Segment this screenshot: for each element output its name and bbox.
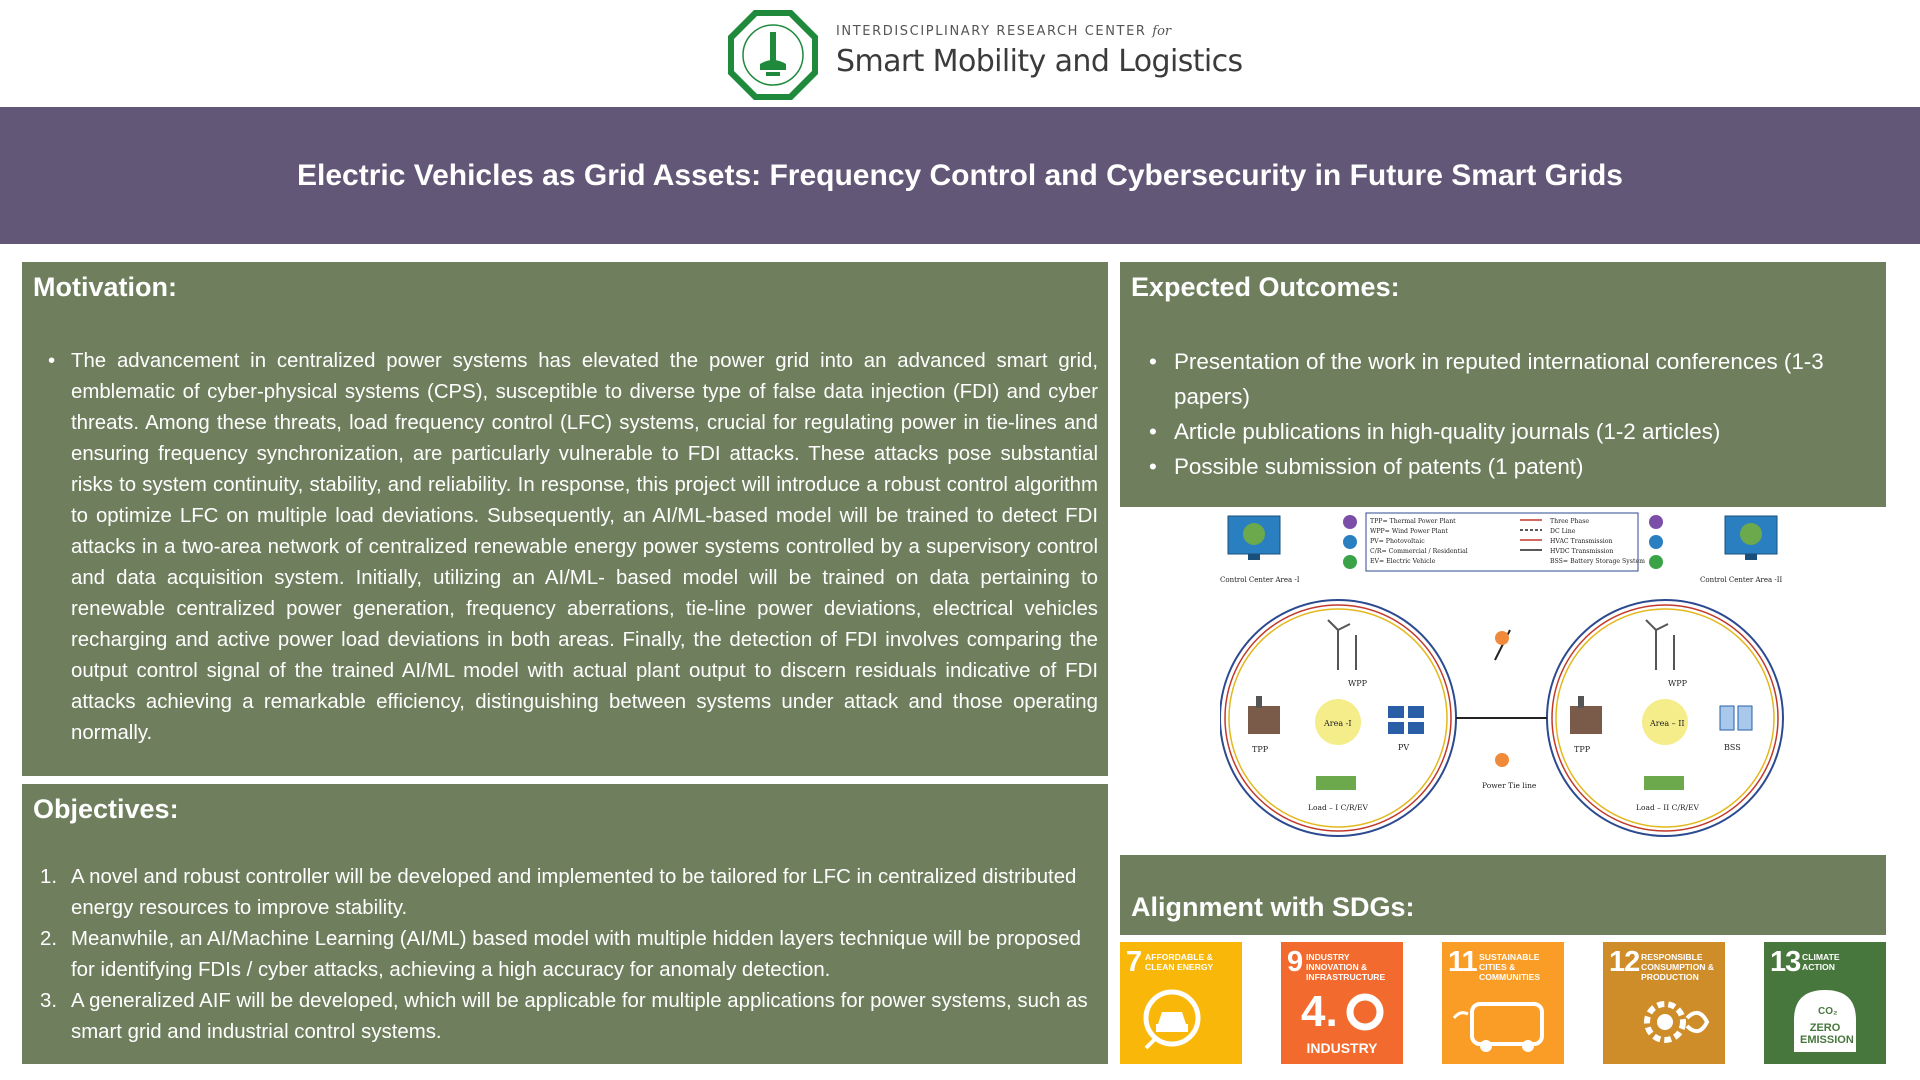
two-area-grid-diagram — [1220, 510, 1785, 848]
wpp-label: WPP — [1668, 679, 1687, 688]
sdg-tiles — [1120, 942, 1886, 1064]
list-item: • Article publications in high-quality journals (1-2 articles) — [1134, 414, 1876, 449]
sdg9-industry-text: INDUSTRY — [1306, 1040, 1378, 1056]
list-item: • Presentation of the work in reputed international conferences (1-3 papers) — [1134, 344, 1876, 414]
sdg-heading: Alignment with SDGs: — [1131, 892, 1415, 922]
sdg-tile-7: 7 AFFORDABLE & CLEAN ENERGY — [1120, 942, 1242, 1064]
org-name: Smart Mobility and Logistics — [836, 44, 1243, 79]
motivation-panel — [22, 262, 1108, 776]
sdg-tile-11: 11 SUSTAINABLE CITIES & COMMUNITIES — [1442, 942, 1564, 1064]
outcomes-panel — [1120, 262, 1886, 507]
legend-item: Three Phase — [1550, 518, 1590, 525]
motivation-heading: Motivation: — [33, 272, 177, 302]
outcomes-heading: Expected Outcomes: — [1131, 272, 1400, 302]
sdg-tile-13: 13 CLIMATE ACTION CO₂ ZERO EMISSION — [1764, 942, 1886, 1064]
list-item: 1. A novel and robust controller will be developed and implemented to be tailored for LFC in centralized distributed energy resources to improve stability. — [40, 866, 1077, 919]
legend-item: HVDC Transmission — [1550, 548, 1614, 555]
kfupm-seal-icon — [726, 8, 820, 102]
pv-label: PV — [1398, 743, 1410, 752]
outcomes-list — [1134, 344, 1876, 484]
tpp-label: TPP — [1252, 745, 1269, 754]
objectives-heading: Objectives: — [33, 794, 179, 824]
thermal-plant-icon — [1570, 696, 1602, 734]
legend-item: DC Line — [1550, 528, 1576, 535]
header — [0, 0, 1920, 107]
tpp-label: TPP — [1574, 745, 1591, 754]
legend-item: C/R= Commercial / Residential — [1370, 548, 1468, 555]
area2-label: Area – II — [1650, 719, 1685, 728]
list-item: 3. A generalized AIF will be developed, which will be applicable for multiple applications for power systems, such as smart grid and industrial control systems. — [40, 990, 1088, 1043]
org-subtitle: INTERDISCIPLINARY RESEARCH CENTER for — [836, 24, 1172, 39]
control-center-right-label: Control Center Area -II — [1700, 576, 1783, 584]
tie-line-label: Power Tie line — [1482, 781, 1537, 790]
list-item: • Possible submission of patents (1 patent) — [1134, 449, 1876, 484]
ev-charging-icon — [1120, 942, 1242, 1064]
load-icon — [1644, 776, 1684, 790]
svg-text:CO₂: CO₂ — [1818, 1006, 1838, 1017]
legend-item: WPP= Wind Power Plant — [1370, 528, 1448, 535]
thermal-plant-icon — [1248, 696, 1280, 734]
control-center-left-icon — [1228, 516, 1280, 560]
page-title: Electric Vehicles as Grid Assets: Frequency Control and Cybersecurity in Future Smart Grids — [297, 158, 1623, 192]
load2-label: Load – II C/R/EV — [1636, 803, 1699, 812]
solar-panel-icon — [1388, 706, 1424, 734]
legend-item: TPP= Thermal Power Plant — [1370, 518, 1456, 525]
objectives-panel — [22, 784, 1108, 1064]
wind-turbine-icon — [1328, 620, 1356, 670]
list-item: • The advancement in centralized power systems has elevated the power grid into an advanced smart grid, emblematic of cyber-physical systems (CPS), susceptible to diverse type of false data injection (FDI) and cyber threats. Among these threats, load frequency control (LFC) systems, crucial for regulating power in tie-lines and ensuring frequency synchronization, are particularly vulnerable to FDI attacks. These attacks pose substantial risks to system continuity, stability, and reliability. In response, this project will introduce a robust control algorithm to optimize LFC on multiple load deviations. Subsequently, an AI/ML-based model will be trained to detect FDI attacks in a two-area network of centralized renewable energy power systems controlled by a supervisory control and data acquisition system. Initially, utilizing an AI/ML- based model will be trained on data pertaining to renewable centralized power generation, frequency aberrations, tie-line power deviations, electrical vehicles recharging and active power load deviations in both areas. Finally, the detection of FDI involves comparing the output control signal of the trained AI/ML model with actual plant output to discern residuals indicative of FDI attacks achieving a remarkable efficiency, distinguishing between systems under attack and those operating normally. — [36, 346, 1098, 749]
legend-item: HVAC Transmission — [1550, 538, 1613, 545]
area1-label: Area -I — [1324, 719, 1352, 728]
list-item: 2. Meanwhile, an AI/Machine Learning (AI/ML) based model with multiple hidden layers technique will be proposed for identifying FDIs / cyber attacks, achieving a high accuracy for anomaly detection. — [40, 928, 1081, 981]
sdg-tile-12: 12 RESPONSIBLE CONSUMPTION & PRODUCTION — [1603, 942, 1725, 1064]
autonomous-bus-icon — [1442, 942, 1564, 1064]
load1-label: Load – I C/R/EV — [1308, 803, 1368, 812]
legend-item: EV= Electric Vehicle — [1370, 558, 1436, 565]
battery-storage-icon — [1720, 706, 1752, 730]
sdg-panel — [1120, 855, 1886, 935]
load-icon — [1316, 776, 1356, 790]
legend-item: PV= Photovoltaic — [1370, 538, 1425, 545]
wpp-label: WPP — [1348, 679, 1367, 688]
control-center-right-icon — [1725, 516, 1777, 560]
wind-turbine-icon — [1646, 620, 1674, 670]
bss-label: BSS — [1724, 743, 1741, 752]
legend-item: BSS= Battery Storage System — [1550, 558, 1645, 565]
motivation-list — [36, 346, 1098, 749]
sdg-tile-9: 9 INDUSTRY INNOVATION & INFRASTRUCTURE 4. INDUSTRY — [1281, 942, 1403, 1064]
title-band — [0, 107, 1920, 244]
objectives-list — [36, 862, 1092, 1048]
svg-text:4.: 4. — [1301, 987, 1338, 1036]
control-center-left-label: Control Center Area -I — [1220, 576, 1300, 584]
recycle-gear-icon — [1603, 942, 1725, 1064]
zero-emission-text: ZERO EMISSION — [1800, 1022, 1854, 1046]
